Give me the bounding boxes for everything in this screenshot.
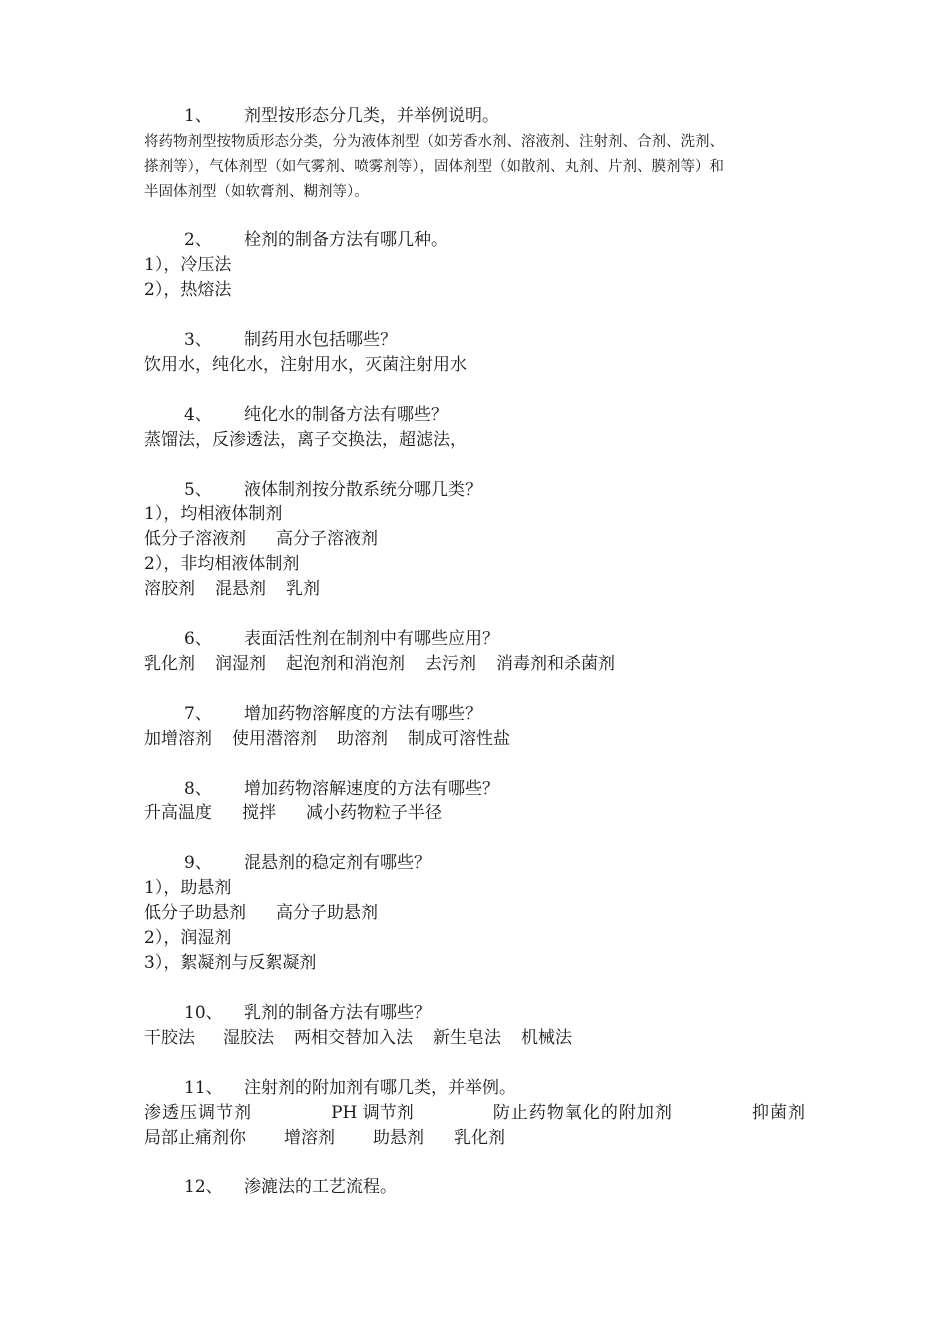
answer-items bbox=[144, 798, 442, 823]
answer-items bbox=[144, 524, 378, 549]
answer-item: 助悬剂 bbox=[373, 1128, 424, 1148]
answer-item: 溶胶剂 bbox=[144, 579, 195, 599]
question-10 bbox=[184, 998, 431, 1023]
question-title: 制药用水包括哪些？ bbox=[244, 330, 397, 350]
question-number: 11、 bbox=[184, 1078, 223, 1098]
answer-item: 加增溶剂 bbox=[144, 729, 212, 749]
question-2 bbox=[184, 225, 448, 250]
answer-item: 低分子溶液剂 bbox=[144, 529, 246, 549]
question-number: 3、 bbox=[184, 330, 212, 350]
question-title: 剂型按形态分几类，并举例说明。 bbox=[244, 106, 499, 126]
answer-item: 增溶剂 bbox=[284, 1128, 335, 1148]
question-4 bbox=[184, 400, 448, 425]
answer-item: 润湿剂 bbox=[215, 654, 266, 674]
answer-item: 助溶剂 bbox=[337, 729, 388, 749]
answer-item: 局部止痛剂你 bbox=[144, 1128, 246, 1148]
answer-items bbox=[144, 574, 320, 599]
question-number: 1、 bbox=[184, 106, 212, 126]
answer-item: 减小药物粒子半径 bbox=[306, 803, 442, 823]
question-title: 混悬剂的稳定剂有哪些？ bbox=[244, 853, 431, 873]
answer-line: 2），非均相液体制剂 bbox=[144, 554, 300, 574]
answer-item: 起泡剂和消泡剂 bbox=[286, 654, 405, 674]
question-number: 2、 bbox=[184, 230, 212, 250]
answer-item: 混悬剂 bbox=[215, 579, 266, 599]
answer-item: 乳化剂 bbox=[454, 1128, 505, 1148]
answer-item: 高分子溶液剂 bbox=[276, 529, 378, 549]
answer-item: 使用潜溶剂 bbox=[232, 729, 317, 749]
question-number: 9、 bbox=[184, 853, 212, 873]
question-12 bbox=[184, 1172, 397, 1197]
question-title: 增加药物溶解速度的方法有哪些？ bbox=[244, 779, 499, 799]
question-title: 栓剂的制备方法有哪几种。 bbox=[244, 230, 448, 250]
question-number: 7、 bbox=[184, 704, 212, 724]
question-title: 液体制剂按分散系统分哪几类？ bbox=[244, 480, 482, 500]
answer-item: 搅拌 bbox=[242, 803, 276, 823]
answer-items bbox=[144, 1098, 806, 1123]
question-6 bbox=[184, 624, 499, 649]
answer-line: 2），热熔法 bbox=[144, 280, 232, 300]
answer-item: 制成可溶性盐 bbox=[408, 729, 510, 749]
answer-item: 去污剂 bbox=[425, 654, 476, 674]
answer-items bbox=[144, 1023, 572, 1048]
answer-item: PH 调节剂 bbox=[331, 1103, 414, 1123]
answer-item: 乳剂 bbox=[286, 579, 320, 599]
answer-item: 防止药物氧化的附加剂 bbox=[492, 1103, 673, 1123]
question-title: 纯化水的制备方法有哪些？ bbox=[244, 405, 448, 425]
question-number: 6、 bbox=[184, 629, 212, 649]
question-title: 增加药物溶解度的方法有哪些？ bbox=[244, 704, 482, 724]
answer-line: 1），助悬剂 bbox=[144, 878, 232, 898]
question-11 bbox=[184, 1073, 516, 1098]
answer-items bbox=[144, 649, 615, 674]
question-number: 5、 bbox=[184, 480, 212, 500]
question-number: 8、 bbox=[184, 779, 212, 799]
answer-items bbox=[144, 724, 510, 749]
question-9 bbox=[184, 848, 431, 873]
answer-line: 1），冷压法 bbox=[144, 255, 232, 275]
answer-line: 3），絮凝剂与反絮凝剂 bbox=[144, 953, 317, 973]
question-8 bbox=[184, 774, 499, 799]
answer-line: 2），润湿剂 bbox=[144, 928, 232, 948]
answer-item: 湿胶法 bbox=[223, 1028, 274, 1048]
answer-item: 渗透压调节剂 bbox=[144, 1103, 252, 1123]
question-3 bbox=[184, 325, 397, 350]
question-5 bbox=[184, 475, 482, 500]
question-number: 4、 bbox=[184, 405, 212, 425]
question-1 bbox=[184, 101, 499, 126]
answer-line: 将药物剂型按物质形态分类，分为液体剂型（如芳香水剂、溶液剂、注射剂、合剂、洗剂、 bbox=[144, 134, 724, 150]
question-title: 乳剂的制备方法有哪些？ bbox=[244, 1003, 431, 1023]
question-number: 12、 bbox=[184, 1177, 223, 1197]
question-title: 表面活性剂在制剂中有哪些应用？ bbox=[244, 629, 499, 649]
answer-item: 机械法 bbox=[521, 1028, 572, 1048]
answer-line: 1），均相液体制剂 bbox=[144, 504, 283, 524]
answer-item: 抑菌剂 bbox=[752, 1103, 806, 1123]
answer-item: 干胶法 bbox=[144, 1028, 195, 1048]
question-title: 注射剂的附加剂有哪几类，并举例。 bbox=[244, 1078, 516, 1098]
answer-item: 升高温度 bbox=[144, 803, 212, 823]
answer-item: 低分子助悬剂 bbox=[144, 903, 246, 923]
answer-item: 消毒剂和杀菌剂 bbox=[496, 654, 615, 674]
answer-line: 饮用水，纯化水，注射用水，灭菌注射用水 bbox=[144, 355, 467, 375]
answer-item: 两相交替加入法 bbox=[294, 1028, 413, 1048]
answer-line: 蒸馏法，反渗透法，离子交换法，超滤法， bbox=[144, 430, 467, 450]
answer-item: 高分子助悬剂 bbox=[276, 903, 378, 923]
answer-item: 新生皂法 bbox=[433, 1028, 501, 1048]
question-title: 渗漉法的工艺流程。 bbox=[244, 1177, 397, 1197]
answer-items bbox=[144, 898, 378, 923]
answer-items bbox=[144, 1123, 505, 1148]
question-number: 10、 bbox=[184, 1003, 223, 1023]
answer-line: 搽剂等），气体剂型（如气雾剂、喷雾剂等），固体剂型（如散剂、丸剂、片剂、膜剂等）和 bbox=[144, 159, 724, 175]
answer-item: 乳化剂 bbox=[144, 654, 195, 674]
question-7 bbox=[184, 699, 482, 724]
answer-line: 半固体剂型（如软膏剂、糊剂等）。 bbox=[144, 184, 369, 200]
